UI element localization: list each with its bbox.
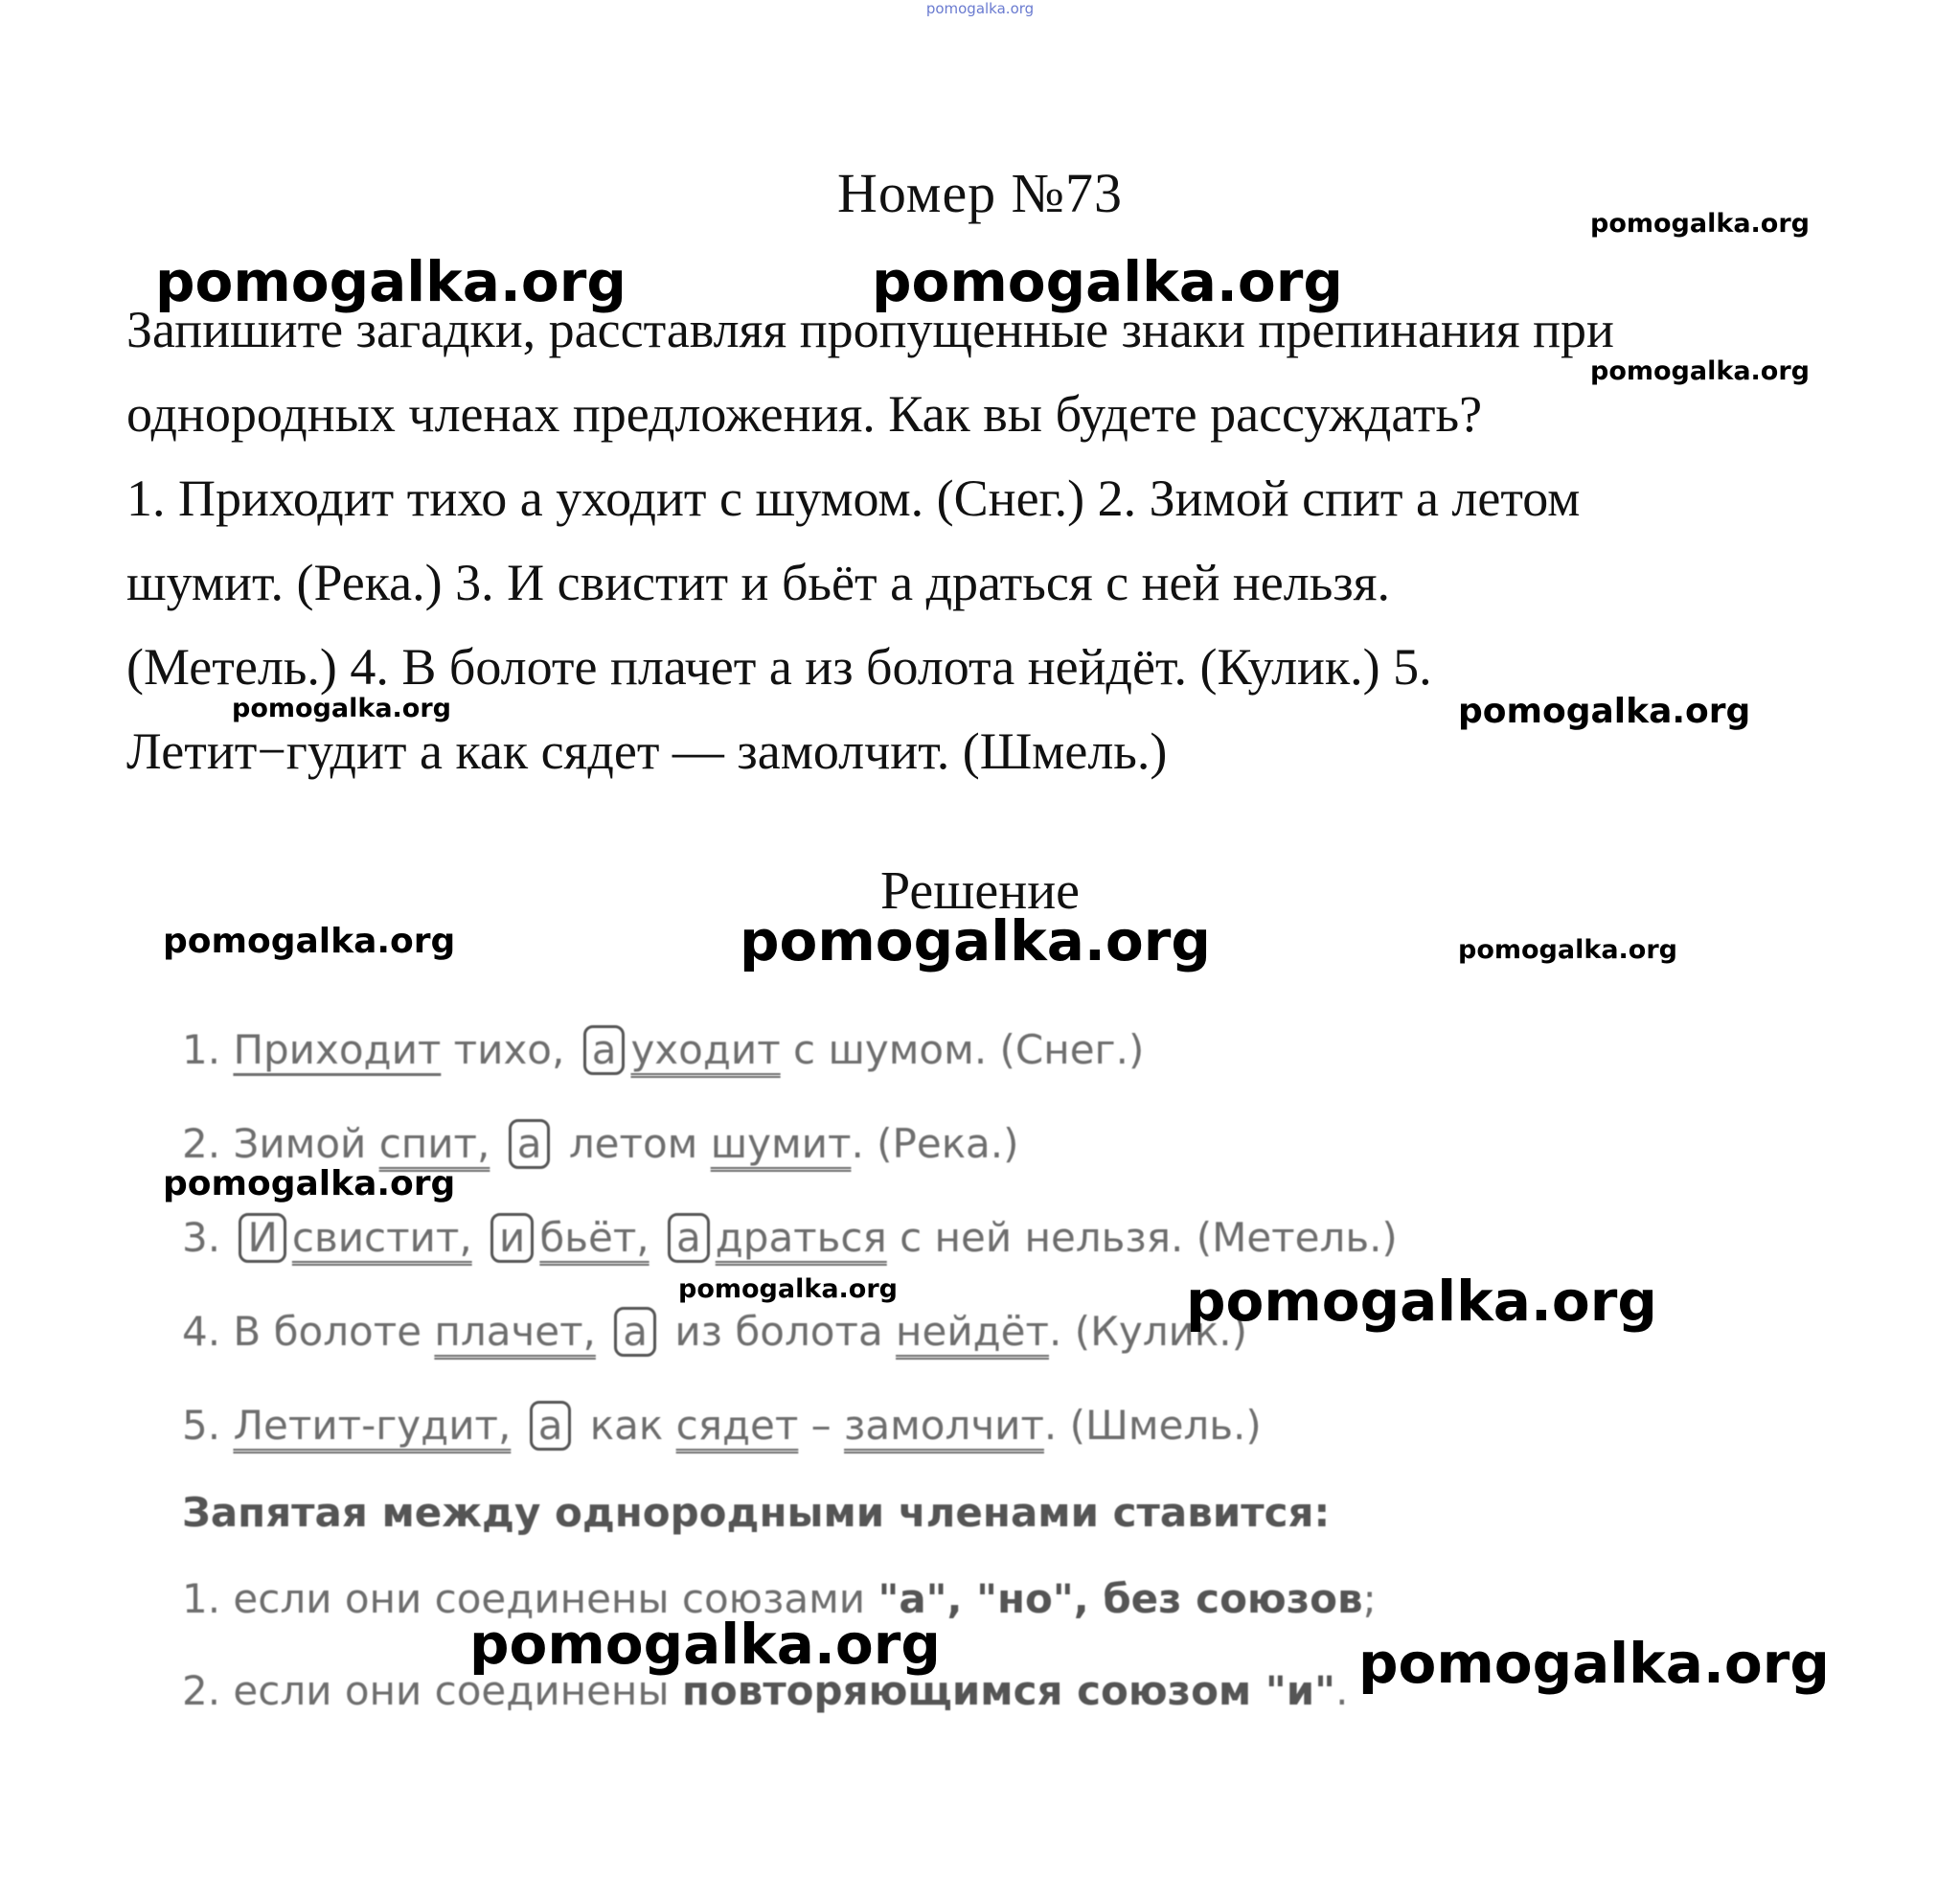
top-watermark: pomogalka.org [925, 0, 1035, 17]
answer-line-4 [182, 1307, 1247, 1357]
predicate-word: уходит [630, 1026, 781, 1073]
task-line: Летит−гудит а как сядет — замолчит. (Шмель.) [126, 722, 1168, 780]
watermark: pomogalka.org [740, 908, 1211, 973]
predicate-word: сядет [675, 1402, 799, 1449]
plain-text: Зимой [220, 1120, 379, 1167]
task-line: 1. Приходит тихо а уходит с шумом. (Снег.) 2. Зимой спит а летом [126, 469, 1581, 527]
predicate-word: Летит-гудит, [233, 1402, 512, 1449]
plain-text: с ней нельзя. (Метель.) [886, 1214, 1398, 1261]
task-line: однородных членах предложения. Как вы будете рассуждать? [126, 385, 1483, 443]
conjunction-box: а [509, 1119, 551, 1169]
plain-text: . [1335, 1667, 1349, 1714]
conjunction-box: а [530, 1401, 572, 1451]
watermark: pomogalka.org [232, 694, 451, 723]
watermark: pomogalka.org [1458, 935, 1677, 965]
plain-text: из болота [662, 1308, 897, 1355]
conjunction-box: а [668, 1213, 710, 1263]
watermark: pomogalka.org [1458, 692, 1751, 731]
solution-title: Решение [879, 861, 1081, 921]
line-number: 5. [182, 1402, 221, 1449]
plain-text: . (Кулик.) [1049, 1308, 1248, 1355]
watermark: pomogalka.org [1590, 209, 1810, 239]
task-line: шумит. (Река.) 3. И свистит и бьёт а драться с ней нельзя. [126, 554, 1390, 611]
line-number: 2. [182, 1120, 221, 1167]
page-title: Номер №73 [836, 162, 1124, 224]
watermark: pomogalka.org [1590, 356, 1810, 386]
answer-line-1 [182, 1025, 1144, 1075]
bold-text: повторяющимся союзом "и" [681, 1667, 1336, 1714]
plain-text: . (Река.) [851, 1120, 1019, 1167]
watermark: pomogalka.org [469, 1612, 941, 1677]
predicate-word: нейдёт [896, 1308, 1049, 1355]
conjunction-box: И [239, 1213, 285, 1263]
predicate-word: бьёт, [539, 1214, 650, 1261]
plain-text: 1. если они соединены союзами [182, 1575, 878, 1622]
rule-title: Запятая между однородными членами ставится: [182, 1489, 1331, 1536]
line-number: 1. [182, 1026, 221, 1073]
bold-text: "а", "но", без союзов [877, 1575, 1363, 1622]
watermark: pomogalka.org [1186, 1269, 1657, 1334]
plain-text: летом [556, 1120, 711, 1167]
conjunction-box: а [583, 1025, 626, 1075]
plain-text: . (Шмель.) [1043, 1402, 1262, 1449]
plain-text: с шумом. (Снег.) [780, 1026, 1145, 1073]
plain-text: как [577, 1402, 676, 1449]
answer-line-3 [182, 1213, 1398, 1263]
watermark: pomogalka.org [678, 1274, 898, 1304]
predicate-word: спит, [378, 1120, 490, 1167]
task-line: Запишите загадки, расставляя пропущенные знаки препинания при [126, 301, 1614, 358]
watermark: pomogalka.org [872, 249, 1343, 314]
predicate-word: замолчит [844, 1402, 1044, 1449]
plain-text: В болоте [220, 1308, 435, 1355]
answer-line-5 [182, 1401, 1262, 1451]
line-number: 3. [182, 1214, 221, 1261]
predicate-word: драться [715, 1214, 887, 1261]
answer-line-2 [182, 1119, 1019, 1169]
predicate-word: свистит, [291, 1214, 472, 1261]
subject-word: Приходит [233, 1026, 442, 1073]
plain-text: тихо, [441, 1026, 565, 1073]
line-number: 4. [182, 1308, 221, 1355]
watermark: pomogalka.org [155, 249, 627, 314]
plain-text: ; [1362, 1575, 1377, 1622]
predicate-word: шумит [710, 1120, 852, 1167]
plain-text: 2. если они соединены [182, 1667, 682, 1714]
watermark: pomogalka.org [163, 1164, 456, 1203]
predicate-word: плачет, [434, 1308, 596, 1355]
plain-text: – [798, 1402, 845, 1449]
conjunction-box: а [614, 1307, 656, 1357]
conjunction-box: и [490, 1213, 534, 1263]
task-line: (Метель.) 4. В болоте плачет а из болота нейдёт. (Кулик.) 5. [126, 638, 1432, 696]
watermark: pomogalka.org [163, 922, 456, 961]
watermark: pomogalka.org [1358, 1631, 1830, 1696]
